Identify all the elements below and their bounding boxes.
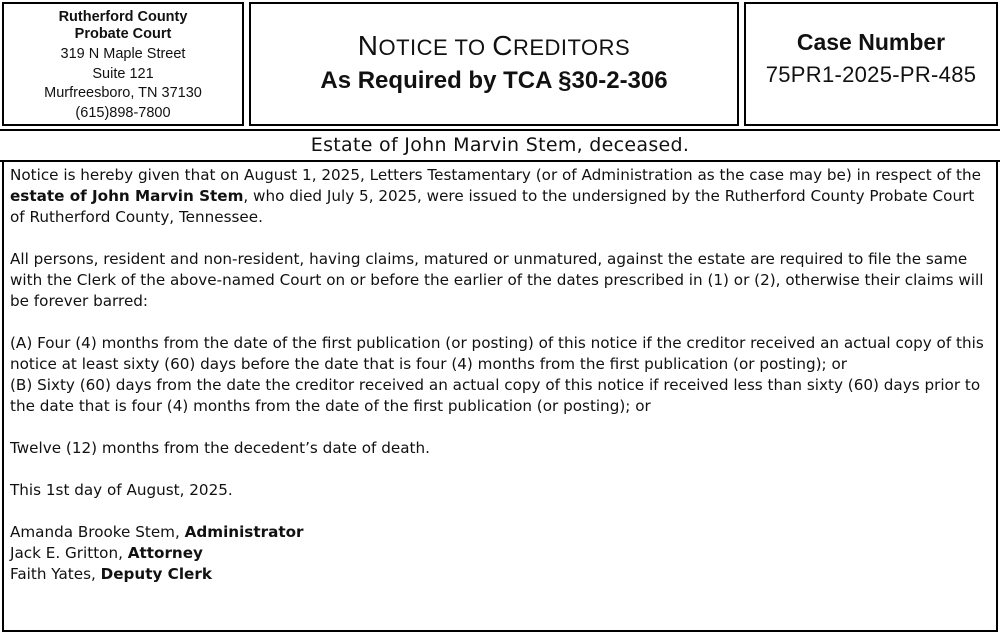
court-info-box <box>2 2 244 126</box>
notice-date-line: This 1st day of August, 2025. <box>10 481 233 499</box>
notice-subtitle: As Required by TCA §30-2-306 <box>320 67 668 94</box>
notice-paragraph-4: Twelve (12) months from the decedent’s date of death. <box>10 439 430 457</box>
court-address1: 319 N Maple Street <box>60 46 186 62</box>
court-name-line1: Rutherford County <box>58 9 188 25</box>
notice-title: NOTICE TO CREDITORS <box>357 30 631 61</box>
notice-paragraph-3a: (A) Four (4) months from the date of the first publication (or posting) of this notice if the creditor received an actual copy of this notice at least sixty (60) days before the date that is four (4) months from the first publication (or posting); or <box>10 334 984 373</box>
signature-deputy-clerk: Faith Yates, Deputy Clerk <box>10 565 212 583</box>
case-number-box <box>744 2 998 126</box>
court-phone: (615)898-7800 <box>75 104 171 121</box>
court-city: Murfreesboro, TN 37130 <box>44 85 202 101</box>
signature-block <box>10 522 990 585</box>
signature-attorney: Jack E. Gritton, Attorney <box>10 544 203 562</box>
signature-administrator: Amanda Brooke Stem, Administrator <box>10 523 304 541</box>
notice-body <box>2 162 998 632</box>
estate-heading: Estate of John Marvin Stem, deceased. <box>0 129 1000 162</box>
notice-paragraph-3b: (B) Sixty (60) days from the date the creditor received an actual copy of this notice if received less than sixty (60) days prior to the date that is four (4) months from the date of the first publication (or posting); or <box>10 376 981 415</box>
notice-paragraph-2: All persons, resident and non-resident, having claims, matured or unmatured, against the estate are required to file the same with the Clerk of the above-named Court on or before the earlier of the dates prescribed in (1) or (2), otherwise their claims will be forever barred: <box>10 250 984 310</box>
court-address2: Suite 121 <box>92 65 154 82</box>
notice-paragraph-1: Notice is hereby given that on August 1, 2025, Letters Testamentary (or of Administration as the case may be) in respect of the estate of John Marvin Stem, who died July 5, 2025, were issued to the undersigned by the Rutherford County Probate Court of Rutherford County, Tennessee. <box>10 166 981 226</box>
case-number-value: 75PR1-2025-PR-485 <box>765 62 977 87</box>
court-name-line2: Probate Court <box>74 26 172 42</box>
case-number-label: Case Number <box>796 29 946 55</box>
notice-title-box <box>249 2 739 126</box>
